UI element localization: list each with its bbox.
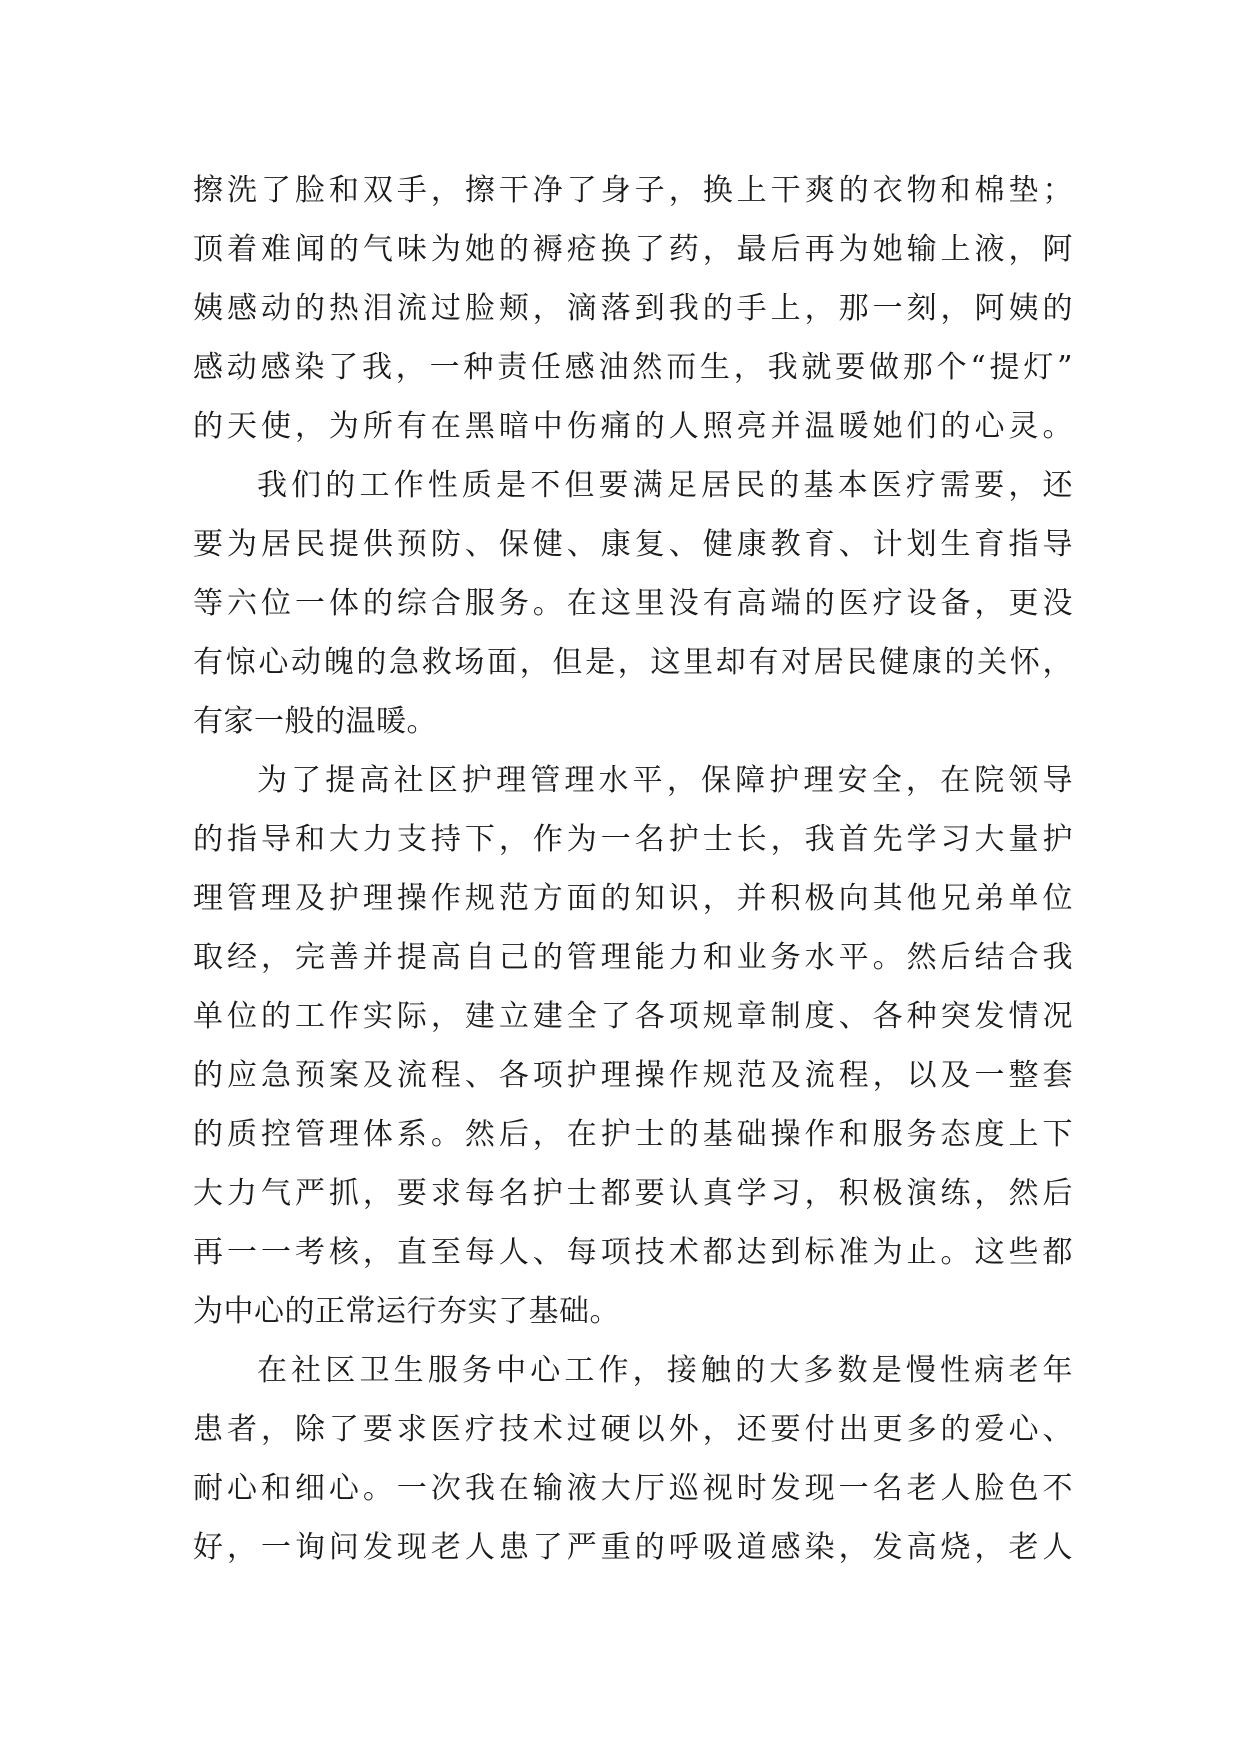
paragraph-2-line-5: 有家一般的温暖。 bbox=[193, 704, 437, 739]
paragraph-3-line-8: 大力气严抓，要求每名护士都要认真学习，积极演练，然后 bbox=[193, 1176, 1073, 1211]
paragraph-2-line-1: 我们的工作性质是不但要满足居民的基本医疗需要，还 bbox=[257, 468, 1073, 503]
paragraph-3-line-1: 为了提高社区护理管理水平，保障护理安全，在院领导 bbox=[257, 763, 1073, 798]
paragraph-1-line-4: 感动感染了我，一种责任感油然而生，我就要做那个“提灯” bbox=[193, 350, 1073, 385]
document-body bbox=[193, 161, 1073, 1577]
paragraph-3-line-3: 理管理及护理操作规范方面的知识，并积极向其他兄弟单位 bbox=[193, 881, 1073, 916]
paragraph-1-line-2: 顶着难闻的气味为她的褥疮换了药，最后再为她输上液，阿 bbox=[193, 232, 1073, 267]
paragraph-3-line-7: 的质控管理体系。然后，在护士的基础操作和服务态度上下 bbox=[193, 1117, 1073, 1152]
paragraph-1-line-5: 的天使，为所有在黑暗中伤痛的人照亮并温暖她们的心灵。 bbox=[193, 409, 1073, 444]
paragraph-3-line-5: 单位的工作实际，建立建全了各项规章制度、各种突发情况 bbox=[193, 999, 1073, 1034]
paragraph-3-line-2: 的指导和大力支持下，作为一名护士长，我首先学习大量护 bbox=[193, 822, 1073, 857]
paragraph-3-line-4: 取经，完善并提高自己的管理能力和业务水平。然后结合我 bbox=[193, 940, 1073, 975]
paragraph-4-line-3: 耐心和细心。一次我在输液大厅巡视时发现一名老人脸色不 bbox=[193, 1471, 1073, 1506]
paragraph-1-line-3: 姨感动的热泪流过脸颊，滴落到我的手上，那一刻，阿姨的 bbox=[193, 291, 1073, 326]
paragraph-3-line-6: 的应急预案及流程、各项护理操作规范及流程，以及一整套 bbox=[193, 1058, 1073, 1093]
paragraph-3-line-10: 为中心的正常运行夯实了基础。 bbox=[193, 1294, 620, 1329]
paragraph-4-line-2: 患者，除了要求医疗技术过硬以外，还要付出更多的爱心、 bbox=[193, 1412, 1073, 1447]
paragraph-4-line-1: 在社区卫生服务中心工作，接触的大多数是慢性病老年 bbox=[257, 1353, 1073, 1388]
paragraph-1-line-1: 擦洗了脸和双手，擦干净了身子，换上干爽的衣物和棉垫； bbox=[193, 173, 1073, 208]
paragraph-2-line-2: 要为居民提供预防、保健、康复、健康教育、计划生育指导 bbox=[193, 527, 1073, 562]
paragraph-4-line-4: 好，一询问发现老人患了严重的呼吸道感染，发高烧，老人 bbox=[193, 1530, 1073, 1565]
paragraph-2-line-3: 等六位一体的综合服务。在这里没有高端的医疗设备，更没 bbox=[193, 586, 1073, 621]
paragraph-3-line-9: 再一一考核，直至每人、每项技术都达到标准为止。这些都 bbox=[193, 1235, 1073, 1270]
paragraph-2-line-4: 有惊心动魄的急救场面，但是，这里却有对居民健康的关怀， bbox=[193, 645, 1073, 680]
